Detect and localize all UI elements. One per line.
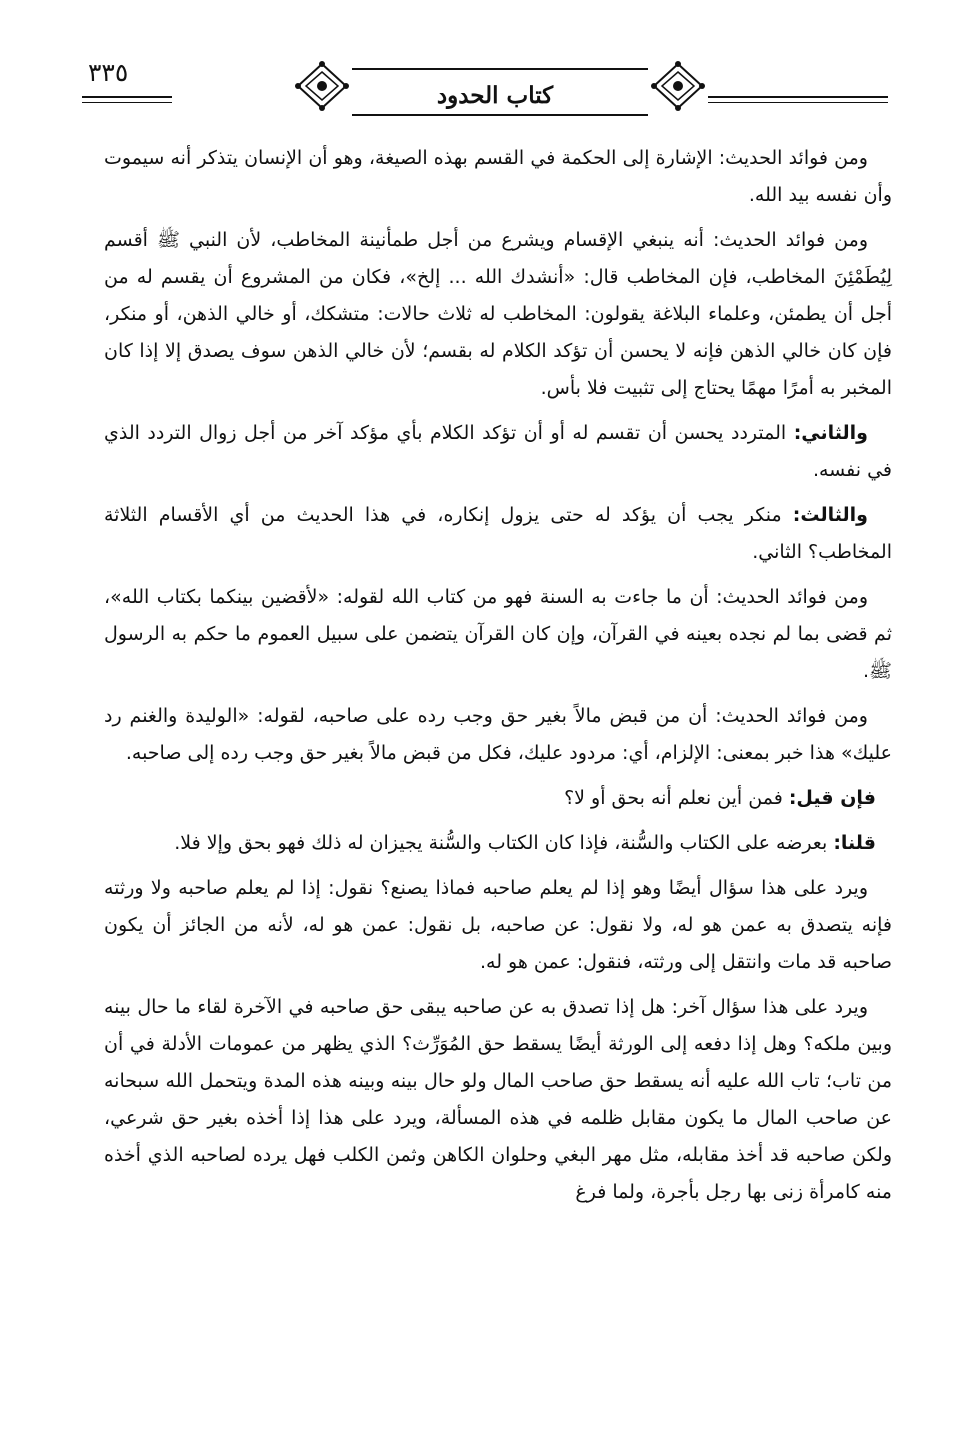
paragraph-text: فمن أين نعلم أنه بحق أو لا؟ xyxy=(564,787,783,809)
paragraph-lead: والثاني: xyxy=(793,422,868,444)
page-body xyxy=(104,140,892,1219)
page-number: ٣٣٥ xyxy=(88,58,129,87)
paragraph-text: منكر يجب أن يؤكد له حتى يزول إنكاره، في هذا الحديث من أي الأقسام الثلاثة المخاطب؟ الثاني. xyxy=(104,504,892,563)
header-rule-left xyxy=(82,96,172,98)
page-header xyxy=(60,56,920,128)
paragraph: ومن فوائد الحديث: أن ما جاءت به السنة فهو من كتاب الله لقوله: «لأقضين بينكما بكتاب الله»، ثم قضى بما لم نجده بعينه في القرآن، وإن كان القرآن يتضمن على سبيل العموم ما حكم به الرسول ﷺ. xyxy=(104,586,892,682)
chapter-title: كتاب الحدود xyxy=(436,82,554,109)
paragraph-lead: قلنا: xyxy=(833,832,876,854)
paragraph-lead: فإن قيل: xyxy=(788,787,876,809)
paragraph-text: المتردد يحسن أن تقسم له أو أن تؤكد الكلام بأي مؤكد آخر من أجل زوال التردد الذي في نفسه. xyxy=(104,422,892,481)
header-rule-right-thin xyxy=(708,102,888,103)
paragraph: ومن فوائد الحديث: الإشارة إلى الحكمة في القسم بهذه الصيغة، وهو أن الإنسان يتذكر أنه سيموت وأن نفسه بيد الله. xyxy=(104,147,892,206)
header-rule-right xyxy=(708,96,888,98)
answer-paragraph xyxy=(104,825,876,862)
title-rule-bottom xyxy=(352,114,648,116)
paragraph: ويرد على هذا سؤال أيضًا وهو إذا لم يعلم صاحبه فماذا يصنع؟ نقول: إذا لم يعلم صاحبه ولا ورثته فإنه يتصدق به عمن هو له، ولا نقول: عن صاحبه، بل نقول: عمن هو له، لأنه من الجائز أن يكون صاحبه قد مات وانتقل إلى ورثته، فنقول: عمن هو له. xyxy=(104,877,892,973)
title-rule-top xyxy=(352,68,648,70)
paragraph-text: بعرضه على الكتاب والسُّنة، فإذا كان الكتاب والسُّنة يجيزان له ذلك فهو بحق وإلا فلا. xyxy=(174,832,828,854)
paragraph-lead: والثالث: xyxy=(792,504,868,526)
paragraph: ومن فوائد الحديث: أنه ينبغي الإقسام ويشرع من أجل طمأنينة المخاطب، لأن النبي ﷺ أقسم لِيُطَمْئِنَ المخاطب، فإن المخاطب قال: «أنشدك الله ... إلخ»، فكان من المشروع أن يقسم له من أجل أن يطمئن، وعلماء البلاغة يقولون: المخاطب له ثلاث حالات: متشكك، أو خالي الذهن، أو منكر، فإن كان خالي الذهن فإنه لا يحسن أن تؤكد الكلام له بقسم؛ لأن خالي الذهن سوف يصدق إلا إذا كان المخبر به أمرًا مهمًا يحتاج إلى تثبيت فلا بأس. xyxy=(104,229,892,399)
header-rule-left-thin xyxy=(82,102,172,103)
question-paragraph xyxy=(104,780,876,817)
paragraph xyxy=(104,497,892,571)
ornament-right-icon xyxy=(648,60,708,112)
paragraph xyxy=(104,415,892,489)
paragraph: ويرد على هذا سؤال آخر: هل إذا تصدق به عن صاحبه يبقى حق صاحبه في الآخرة لقاء ما حال بينه وبين ملكه؟ وهل إذا دفعه إلى الورثة أيضًا يسقط حق المُوَرِّث؟ الذي يظهر من عمومات الأدلة في أن من تاب؛ تاب الله عليه أنه يسقط حق صاحب المال ولو حال بينه وبينه هذه المدة ويتحمل الله سبحانه عن صاحب المال ما يكون مقابل ظلمه في هذه المسألة، ويرد على هذا إذا أخذه بغير حق شرعي، ولكن صاحبه قد أخذ مقابله، مثل مهر البغي وحلوان الكاهن وثمن الكلب فهل يرده لصاحبه الذي أخذه منه كامرأة زنى بها رجل بأجرة، ولما فرغ xyxy=(104,996,892,1203)
paragraph: ومن فوائد الحديث: أن من قبض مالاً بغير حق وجب رده على صاحبه، لقوله: «الوليدة والغنم رد عليك» هذا خبر بمعنى: الإلزام، أي: مردود عليك، فكل من قبض مالاً بغير حق وجب رده إلى صاحبه. xyxy=(104,705,892,764)
